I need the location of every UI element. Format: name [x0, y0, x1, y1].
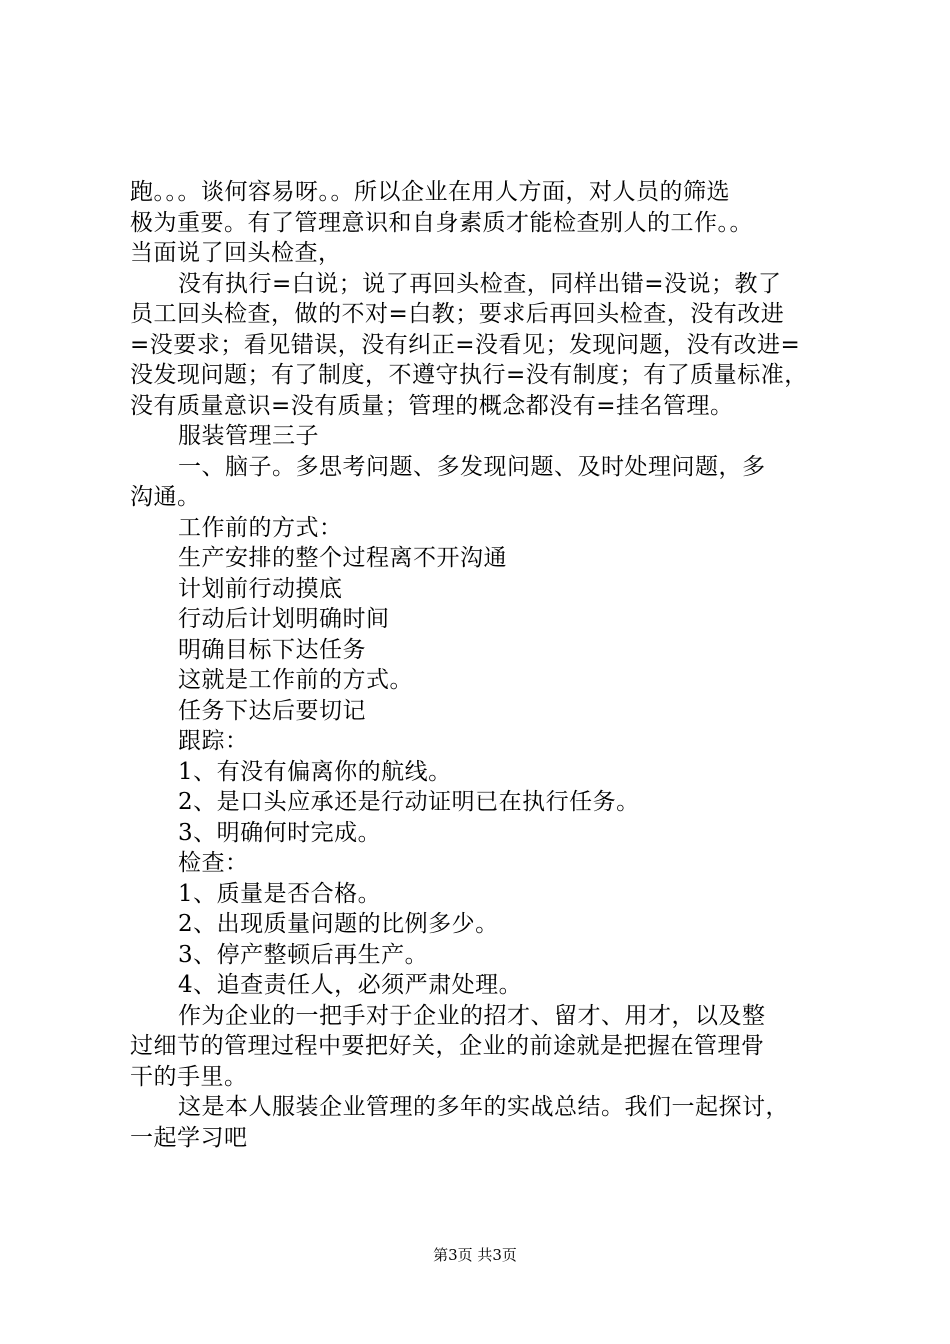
text-line: 过细节的管理过程中要把好关，企业的前途就是把握在管理骨: [130, 1033, 765, 1059]
text-line: 沟通。: [130, 484, 201, 510]
text-line: 一起学习吧: [130, 1124, 248, 1151]
text-line: 2、出现质量问题的比例多少。: [178, 911, 499, 937]
text-line: 跟踪：: [178, 728, 249, 754]
text-line: 极为重要。有了管理意识和自身素质才能检查别人的工作。。: [130, 209, 753, 236]
text-line: =没要求；看见错误，没有纠正=没看见；发现问题，没有改进=: [130, 331, 801, 358]
text-line: 3、停产整顿后再生产。: [178, 941, 429, 968]
text-line: 作为企业的一把手对于企业的招才、留才、用才，以及整: [178, 1002, 766, 1029]
text-line: 任务下达后要切记: [178, 697, 366, 724]
page-footer: 第3页 共3页: [433, 1246, 517, 1264]
text-line: 明确目标下达任务: [178, 636, 366, 663]
text-line: 检查：: [178, 850, 249, 876]
text-line: 计划前行动摸底: [178, 575, 343, 602]
text-line: 干的手里。: [130, 1063, 248, 1090]
text-line: 没有质量意识=没有质量；管理的概念都没有=挂名管理。: [130, 392, 734, 419]
text-line: 没发现问题；有了制度，不遵守执行=没有制度；有了质量标准，: [130, 362, 808, 388]
text-line: 生产安排的整个过程离不开沟通: [178, 545, 507, 571]
text-line: 行动后计划明确时间: [178, 606, 390, 632]
text-line: 跑。。。谈何容易呀。。所以企业在用人方面，对人员的筛选: [130, 179, 730, 205]
text-line: 当面说了回头检查，: [130, 240, 342, 266]
text-line: 4、追查责任人，必须严肃处理。: [178, 972, 523, 998]
text-line: 一、脑子。多思考问题、多发现问题、及时处理问题，多: [178, 453, 766, 480]
text-line: 工作前的方式：: [178, 514, 343, 541]
text-line: 3、明确何时完成。: [178, 819, 382, 846]
document-body: [130, 177, 842, 1153]
text-line: 2、是口头应承还是行动证明已在执行任务。: [178, 789, 640, 815]
text-line: 这就是工作前的方式。: [178, 667, 413, 693]
text-line: 员工回头检查，做的不对=白教；要求后再回头检查，没有改进: [130, 301, 785, 327]
text-line: 1、质量是否合格。: [178, 880, 382, 907]
text-line: 没有执行=白说；说了再回头检查，同样出错=没说；教了: [178, 270, 782, 297]
text-line: 这是本人服装企业管理的多年的实战总结。我们一起探讨，: [178, 1094, 789, 1120]
text-line: 服装管理三子: [178, 423, 319, 449]
text-line: 1、有没有偏离你的航线。: [178, 758, 452, 785]
